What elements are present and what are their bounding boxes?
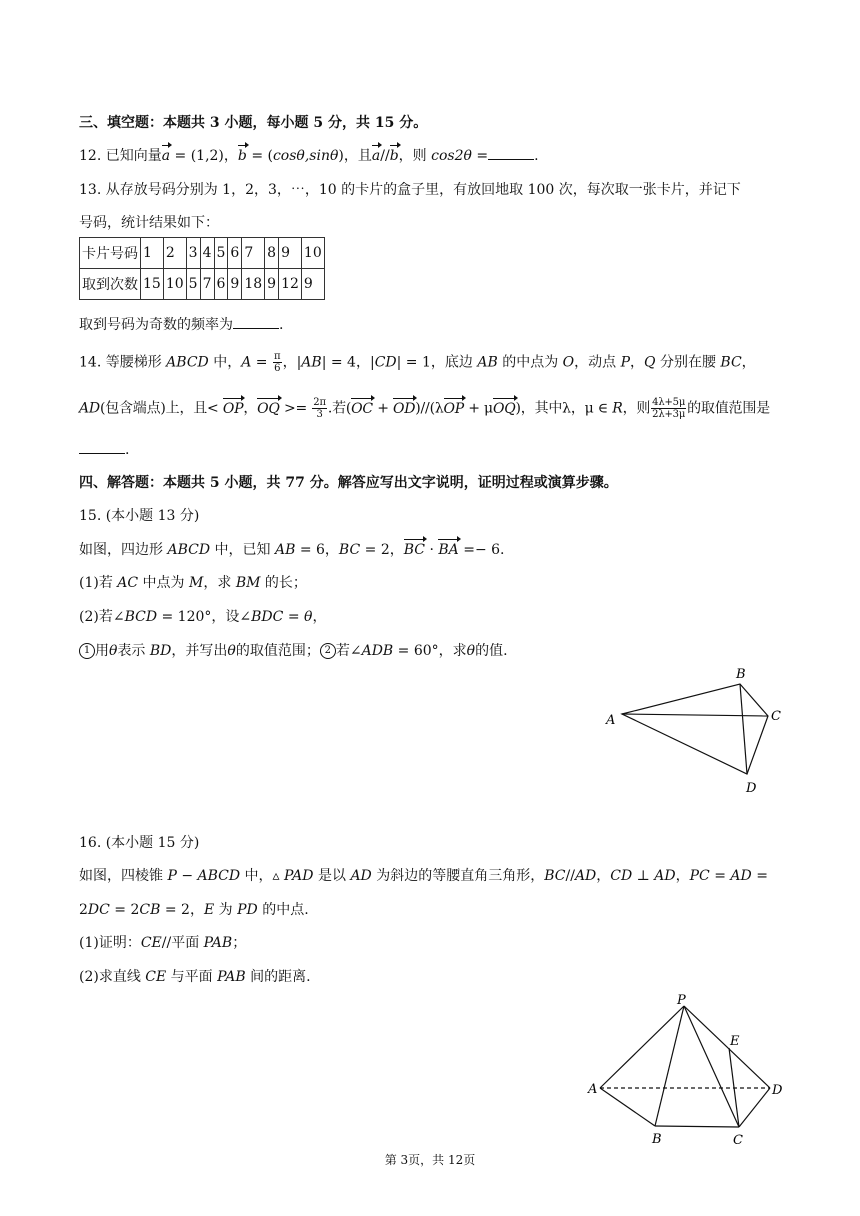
- q16-m: P − ABCD: [167, 868, 241, 884]
- q16-t: 为: [214, 902, 238, 918]
- vector-op: OP: [443, 400, 465, 417]
- q16-m: PD: [237, 902, 258, 918]
- q14-m: P: [620, 354, 631, 371]
- diagonal-bd: [740, 684, 747, 774]
- q16-m: CD: [610, 868, 633, 884]
- q16-m: AD: [574, 868, 597, 884]
- vector-op: OP: [222, 400, 244, 417]
- q15-m: ABCD: [167, 542, 211, 558]
- question-13-line-2: 号码，统计结果如下：: [79, 215, 219, 231]
- q16-m: AD: [350, 868, 372, 884]
- q15-t: 的取值范围；: [235, 643, 320, 659]
- vector-od: OD: [392, 400, 416, 417]
- q16-t: 2: [79, 902, 88, 918]
- q16-t: ，: [596, 868, 611, 884]
- vertex-label-c: C: [771, 709, 781, 724]
- fraction-pi-6: [273, 351, 282, 374]
- table-cell: 9: [279, 238, 302, 269]
- table-cell: 2: [163, 238, 186, 269]
- frac-den: 2λ+3μ: [652, 409, 686, 420]
- question-15-line-2: [79, 573, 307, 593]
- table-row: [80, 238, 325, 269]
- q16-m: AD: [654, 868, 676, 884]
- question-15-line-4: [79, 641, 508, 661]
- q16-t: = 2，: [160, 902, 204, 918]
- q15-t: 的长；: [260, 575, 307, 591]
- question-14-line-2: [79, 397, 770, 420]
- q13-period: .: [279, 317, 284, 333]
- q15-m: BD: [149, 643, 172, 659]
- q15-m: ADB: [361, 643, 394, 659]
- q16-m: CB: [139, 902, 161, 918]
- section-4-title: 四、解答题：本题共 5 小题，共 77 分。解答应写出文字说明，证明过程或演算步骤。: [79, 475, 618, 491]
- q16-t: 如图，四棱锥: [79, 868, 168, 884]
- q15-t: 如图，四边形: [79, 542, 168, 558]
- q15-t: 用: [95, 643, 109, 659]
- q15-t: ，并写出: [171, 643, 228, 659]
- q14-t: )//(λ: [415, 400, 444, 417]
- q14-t: 的取值范围是: [687, 400, 770, 417]
- q16-t: =: [751, 868, 768, 884]
- question-16-line-4: [79, 967, 311, 987]
- q14-t: ，|: [282, 354, 302, 371]
- frac-num: π: [274, 351, 281, 362]
- q12-cos2theta: cos2θ: [431, 148, 472, 164]
- q16-t: //平面: [161, 935, 204, 951]
- q15-t: (2)若∠: [79, 609, 125, 625]
- q14-t: 14. 等腰梯形: [79, 354, 167, 371]
- q15-t: = 2，: [360, 542, 404, 558]
- q14-t: 分别在腰: [655, 354, 721, 371]
- q15-t: =: [283, 609, 305, 625]
- table-cell: 8: [265, 238, 279, 269]
- q16-m: AD: [730, 868, 752, 884]
- vector-oq: OQ: [257, 400, 280, 417]
- q15-m: BC: [338, 542, 361, 558]
- q12-parallel: //: [380, 148, 390, 164]
- pyramid-figure: [582, 990, 792, 1150]
- q14-t: ，: [741, 354, 756, 371]
- q14-t: 的中点为: [497, 354, 563, 371]
- question-14-line-1: [79, 351, 756, 374]
- q15-m: θ: [109, 643, 118, 659]
- q12-text-c: = (: [246, 148, 273, 164]
- q14-m: AD: [79, 400, 100, 417]
- q16-m: BC: [544, 868, 566, 884]
- q12-text-e: )，且: [338, 148, 372, 164]
- q15-t: ，求: [203, 575, 236, 591]
- table-cell: 1: [141, 238, 164, 269]
- question-15-head: 15. (本小题 13 分): [79, 508, 200, 524]
- q16-t: 与平面: [166, 969, 218, 985]
- q14-m: Q: [644, 354, 656, 371]
- q14-t: ，: [243, 400, 258, 417]
- circled-number-2: 2: [320, 643, 336, 659]
- edge-bc: [655, 1126, 739, 1127]
- q14-t: 中，: [208, 354, 242, 371]
- vertex-label-b: B: [736, 667, 746, 682]
- question-13-line-1: 13. 从存放号码分别为 1，2，3，⋯，10 的卡片的盒子里，有放回地取 100 次，每次取一张卡片，并记下: [79, 182, 741, 198]
- vector-a-2: a: [371, 148, 381, 164]
- q15-t: 中，已知: [210, 542, 275, 558]
- answer-blank: [79, 441, 125, 454]
- q14-m: AB: [477, 354, 498, 371]
- q12-period: .: [534, 148, 539, 164]
- quadrilateral-figure: [600, 662, 790, 802]
- q15-m: BM: [235, 575, 261, 591]
- q16-m: CE: [145, 969, 167, 985]
- question-12: [79, 146, 539, 166]
- table-cell: 4: [200, 238, 214, 269]
- q14-m: A: [241, 354, 252, 371]
- table-cell: 7: [242, 238, 265, 269]
- q15-t: = 60°，求: [393, 643, 467, 659]
- circled-number-1: 1: [79, 643, 95, 659]
- q15-t: 表示: [117, 643, 150, 659]
- q15-t: =− 6.: [458, 542, 505, 558]
- q15-m: θ: [466, 643, 476, 659]
- q14-t: ，动点: [574, 354, 621, 371]
- q16-t: 的中点.: [257, 902, 309, 918]
- q16-t: 中，▵: [240, 868, 285, 884]
- q14-t: ，则: [622, 400, 651, 417]
- question-16-head: 16. (本小题 15 分): [79, 835, 200, 851]
- q14-m: R: [612, 400, 623, 417]
- table-cell: 6: [214, 269, 228, 300]
- edge-cd: [739, 1088, 770, 1127]
- vector-a: a: [161, 148, 171, 164]
- q16-m: PC: [689, 868, 710, 884]
- q14-m: CD: [374, 354, 397, 371]
- vertex-label-a: A: [606, 713, 616, 728]
- q16-m: PAD: [284, 868, 314, 884]
- question-15-line-1: [79, 540, 504, 560]
- q16-m: E: [203, 902, 215, 918]
- edge-pb: [655, 1006, 684, 1126]
- section-3-title: 三、填空题：本题共 3 小题，每小题 5 分，共 15 分。: [79, 115, 428, 131]
- vector-bc: BC: [403, 542, 425, 558]
- q15-t: = 6，: [295, 542, 339, 558]
- answer-blank: [233, 316, 279, 329]
- question-16-line-2: [79, 900, 309, 920]
- q14-t: | = 4，|: [321, 354, 375, 371]
- q12-text-g: ，则: [398, 148, 432, 164]
- q15-t: (1)若: [79, 575, 118, 591]
- q16-t: ；: [232, 935, 247, 951]
- diagonal-ac: [622, 714, 768, 716]
- edge-pa: [600, 1006, 684, 1088]
- q15-m: AB: [274, 542, 296, 558]
- q14-t: =: [251, 354, 272, 371]
- answer-blank: [488, 147, 534, 160]
- frequency-table: [79, 237, 325, 300]
- q15-t: ，: [312, 609, 327, 625]
- vector-b-2: b: [389, 148, 399, 164]
- vertex-label-d: D: [746, 781, 757, 796]
- table-cell: 取到次数: [80, 269, 141, 300]
- q12-text-b: = (1,2)，: [170, 148, 238, 164]
- table-cell: 3: [186, 238, 200, 269]
- vector-oq: OQ: [492, 400, 516, 417]
- frac-num: 4λ+5μ: [652, 397, 686, 408]
- q16-m: PAB: [203, 935, 233, 951]
- q14-t: ，: [630, 354, 645, 371]
- q13-text: 取到号码为奇数的频率为: [79, 317, 233, 333]
- q14-t: .若(: [327, 400, 352, 417]
- q16-t: 是以: [313, 868, 351, 884]
- q14-m: AB: [301, 354, 322, 371]
- point-label-e: E: [730, 1034, 740, 1049]
- q16-m: PAB: [217, 969, 246, 985]
- q16-t: ，: [675, 868, 690, 884]
- vector-ba: BA: [438, 542, 459, 558]
- q15-t: 中点为: [138, 575, 190, 591]
- table-cell: 15: [141, 269, 164, 300]
- question-14-line-3: [79, 440, 129, 460]
- vertex-label-p: P: [677, 993, 686, 1008]
- q15-t: 的值.: [475, 643, 508, 659]
- vertex-label-b: B: [652, 1132, 662, 1147]
- question-16-line-1: [79, 866, 768, 886]
- table-cell: 5: [186, 269, 200, 300]
- q14-t: +: [372, 400, 393, 417]
- q16-m: DC: [87, 902, 110, 918]
- q14-t: >=: [279, 400, 312, 417]
- q14-m: ABCD: [166, 354, 209, 371]
- question-13-line-3: [79, 315, 283, 335]
- q16-t: 为斜边的等腰直角三角形，: [371, 868, 545, 884]
- q16-t: (2)求直线: [79, 969, 146, 985]
- q16-t: 间的距离.: [245, 969, 311, 985]
- q14-period: .: [125, 442, 130, 458]
- vertex-label-d: D: [772, 1083, 783, 1098]
- q14-t: + μ: [464, 400, 493, 417]
- vertex-label-a: A: [588, 1082, 598, 1097]
- q15-t: = 120°，设∠: [157, 609, 252, 625]
- frac-den: 3: [316, 409, 323, 420]
- question-15-line-3: [79, 607, 326, 627]
- frac-num: 2π: [313, 397, 326, 408]
- page-footer: 第 3页，共 12页: [384, 1153, 476, 1167]
- q15-m: BDC: [251, 609, 284, 625]
- vector-oc: OC: [351, 400, 373, 417]
- q16-m: CE: [140, 935, 162, 951]
- q12-trig: cosθ,sinθ: [272, 148, 339, 164]
- q16-t: ⊥: [632, 868, 655, 884]
- q15-m: θ: [304, 609, 313, 625]
- q15-m: BCD: [124, 609, 158, 625]
- edge-ab: [600, 1088, 655, 1126]
- question-16-line-3: [79, 933, 246, 953]
- q16-t: //: [565, 868, 575, 884]
- vertex-label-c: C: [733, 1133, 743, 1148]
- table-cell: 5: [214, 238, 228, 269]
- table-cell: 10: [301, 238, 324, 269]
- fraction-lambda-mu: [651, 397, 686, 420]
- q15-m: M: [189, 575, 204, 591]
- q15-m: θ: [227, 643, 236, 659]
- table-cell: 9: [265, 269, 279, 300]
- q15-t: 若∠: [335, 643, 362, 659]
- q14-m: BC: [720, 354, 742, 371]
- table-cell: 7: [200, 269, 214, 300]
- table-cell: 6: [228, 238, 242, 269]
- q12-equals: =: [471, 148, 489, 164]
- q16-t: (1)证明：: [79, 935, 141, 951]
- table-cell: 9: [301, 269, 324, 300]
- edge-pd: [684, 1006, 770, 1088]
- q14-t: | = 1，底边: [396, 354, 478, 371]
- table-row: [80, 269, 325, 300]
- q14-m: O: [562, 354, 575, 371]
- table-cell: 卡片号码: [80, 238, 141, 269]
- q14-t: (包含端点)上，且<: [99, 400, 223, 417]
- q12-text-a: 12. 已知向量: [79, 148, 162, 164]
- table-cell: 10: [163, 269, 186, 300]
- q16-t: =: [709, 868, 731, 884]
- fraction-2pi-3: [312, 397, 327, 420]
- q16-t: = 2: [109, 902, 140, 918]
- table-cell: 9: [228, 269, 242, 300]
- q15-m: AC: [117, 575, 139, 591]
- table-cell: 18: [242, 269, 265, 300]
- frac-den: 6: [274, 363, 281, 374]
- q14-t: )，其中λ，μ ∈: [515, 400, 613, 417]
- vector-b: b: [237, 148, 247, 164]
- table-cell: 12: [279, 269, 302, 300]
- q15-t: ·: [425, 542, 439, 558]
